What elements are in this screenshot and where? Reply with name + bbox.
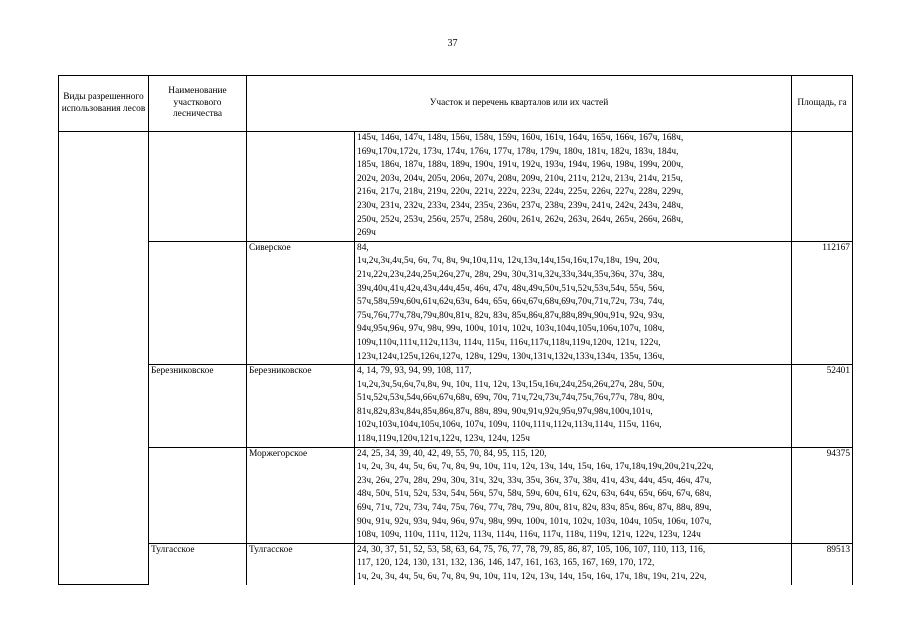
plot-line: 1ч,2ч,3ч,5ч,6ч,7ч,8ч, 9ч, 10ч, 11ч, 12ч, 13ч,15ч,16ч,24ч,25ч,26ч,27ч, 28ч, 50ч, (357, 379, 665, 390)
plot-line: 39ч,40ч,41ч,42ч,43ч,44ч,45ч, 46ч, 47ч, 48ч,49ч,50ч,51ч,52ч,53ч,54ч, 55ч, 56ч, (357, 283, 665, 294)
plot-line: 90ч, 91ч, 92ч, 93ч, 94ч, 96ч, 97ч, 98ч, 99ч, 100ч, 101ч, 102ч, 103ч, 104ч, 105ч, 106ч, 107ч, (357, 516, 712, 527)
plot-line: 118ч,119ч,120ч,121ч,122ч, 123ч, 124ч, 125ч (357, 434, 530, 445)
plot-line: 21ч,22ч,23ч,24ч,25ч,26ч,27ч, 28ч, 29ч, 30ч,31ч,32ч,33ч,34ч,35ч,36ч, 37ч, 38ч, (357, 269, 665, 280)
plot-line: 69ч, 71ч, 72ч, 73ч, 74ч, 75ч, 76ч, 77ч, 78ч, 79ч, 80ч, 81ч, 82ч, 83ч, 85ч, 86ч, 87ч, 88ч, 89ч, (357, 503, 712, 514)
plot-line: 57ч,58ч,59ч,60ч,61ч,62ч,63ч, 64ч, 65ч, 66ч,67ч,68ч,69ч,70ч,71ч,72ч, 73ч, 74ч, (357, 297, 665, 308)
plot-line: 108ч, 109ч, 110ч, 111ч, 112ч, 113ч, 114ч, 116ч, 117ч, 118ч, 119ч, 121ч, 122ч, 123ч, 124ч (357, 530, 701, 541)
table-row (59, 543, 853, 584)
area-cell: 89513 (792, 543, 853, 584)
table-row (59, 365, 853, 448)
header-use-type: Виды разрешенного использования лесов (59, 76, 149, 132)
table-row (59, 447, 853, 543)
plot-line: 185ч, 186ч, 187ч, 188ч, 189ч, 190ч, 191ч, 192ч, 193ч, 194ч, 196ч, 198ч, 199ч, 200ч, (357, 160, 684, 171)
plot-line: 1ч,2ч,3ч,4ч,5ч, 6ч, 7ч, 8ч, 9ч,10ч,11ч, 12ч,13ч,14ч,15ч,16ч,17ч,18ч, 19ч, 20ч, (357, 256, 660, 267)
district-cell (149, 241, 247, 364)
plot-line: 269ч (357, 228, 376, 239)
header-area: Площадь, га (792, 76, 853, 132)
area-cell: 112167 (792, 241, 853, 364)
plots-cell (355, 241, 792, 364)
plots-cell (355, 447, 792, 543)
plot-line: 24, 25, 34, 39, 40, 42, 49, 55, 70, 84, 95, 115, 120, (357, 448, 547, 459)
table-body (59, 132, 853, 585)
forest-use-table (58, 75, 853, 585)
plot-line: 84, (357, 242, 369, 253)
plot-line: 75ч,76ч,77ч,78ч,79ч,80ч,81ч, 82ч, 83ч, 85ч,86ч,87ч,88ч,89ч,90ч,91ч, 92ч, 93ч, (357, 310, 665, 321)
use-type-cell (59, 132, 149, 585)
plots-cell (355, 543, 792, 584)
plot-line: 230ч, 231ч, 232ч, 233ч, 234ч, 235ч, 236ч, 237ч, 238ч, 239ч, 241ч, 242ч, 243ч, 248ч, (357, 200, 684, 211)
plot-line: 145ч, 146ч, 147ч, 148ч, 156ч, 158ч, 159ч, 160ч, 161ч, 164ч, 165ч, 166ч, 167ч, 168ч, (357, 133, 684, 143)
plot-line: 109ч,110ч,111ч,112ч,113ч, 114ч, 115ч, 116ч,117ч,118ч,119ч,120ч, 121ч, 122ч, (357, 337, 661, 348)
header-forestry: Наименование участкового лесничества (149, 76, 247, 132)
plot-line: 51ч,52ч,53ч,54ч,66ч,67ч,68ч, 69ч, 70ч, 71ч,72ч,73ч,74ч,75ч,76ч,77ч, 78ч, 80ч, (357, 393, 665, 404)
district-cell (149, 447, 247, 543)
plot-line: 94ч,95ч,96ч, 97ч, 98ч, 99ч, 100ч, 101ч, 102ч, 103ч,104ч,105ч,106ч,107ч, 108ч, (357, 324, 665, 335)
table-row (59, 132, 853, 242)
area-cell: 52401 (792, 365, 853, 448)
forestry-cell: Моржегорское (247, 447, 355, 543)
plots-cell (355, 365, 792, 448)
table-row (59, 241, 853, 364)
district-cell: Березниковское (149, 365, 247, 448)
district-cell: Тулгасское (149, 543, 247, 584)
plot-line: 24, 30, 37, 51, 52, 53, 58, 63, 64, 75, 76, 77, 78, 79, 85, 86, 87, 105, 106, 107, 110, 113, 116, (357, 544, 706, 555)
plot-line: 4, 14, 79, 93, 94, 99, 108, 117, (357, 366, 472, 377)
district-cell (149, 132, 247, 242)
header-plots: Участок и перечень кварталов или их частей (247, 76, 792, 132)
forestry-cell (247, 132, 355, 242)
plot-line: 250ч, 252ч, 253ч, 256ч, 257ч, 258ч, 260ч, 261ч, 262ч, 263ч, 264ч, 265ч, 266ч, 268ч, (357, 214, 684, 225)
plot-line: 117, 120, 124, 130, 131, 132, 136, 146, 147, 161, 163, 165, 167, 169, 170, 172, (357, 558, 655, 569)
plot-line: 1ч, 2ч, 3ч, 4ч, 5ч, 6ч, 7ч, 8ч, 9ч, 10ч, 11ч, 12ч, 13ч, 14ч, 15ч, 16ч, 17ч, 18ч, 19ч, 21ч, 22ч, (357, 572, 707, 582)
plot-line: 102ч,103ч,104ч,105ч,106ч, 107ч, 109ч, 110ч,111ч,112ч,113ч,114ч, 115ч, 116ч, (357, 420, 662, 431)
table-header-row (59, 76, 853, 132)
plots-cell (355, 132, 792, 242)
plot-line: 48ч, 50ч, 51ч, 52ч, 53ч, 54ч, 56ч, 57ч, 58ч, 59ч, 60ч, 61ч, 62ч, 63ч, 64ч, 65ч, 66ч, 67ч, 68ч, (357, 489, 712, 500)
forestry-cell: Тулгасское (247, 543, 355, 584)
plot-line: 23ч, 26ч, 27ч, 28ч, 29ч, 30ч, 31ч, 32ч, 33ч, 35ч, 36ч, 37ч, 38ч, 41ч, 43ч, 44ч, 45ч, 46ч, 47ч, (357, 475, 712, 486)
plot-line: 123ч,124ч,125ч,126ч,127ч, 128ч, 129ч, 130ч,131ч,132ч,133ч,134ч, 135ч, 136ч, (357, 351, 665, 362)
plot-line: 1ч, 2ч, 3ч, 4ч, 5ч, 6ч, 7ч, 8ч, 9ч, 10ч, 11ч, 12ч, 13ч, 14ч, 15ч, 16ч, 17ч,18ч,19ч,20ч,21ч,22ч, (357, 462, 714, 473)
forestry-cell: Березниковское (247, 365, 355, 448)
area-cell: 94375 (792, 447, 853, 543)
area-cell (792, 132, 853, 242)
plot-line: 81ч,82ч,83ч,84ч,85ч,86ч,87ч, 88ч, 89ч, 90ч,91ч,92ч,95ч,97ч,98ч,100ч,101ч, (357, 406, 653, 417)
plot-line: 216ч, 217ч, 218ч, 219ч, 220ч, 221ч, 222ч, 223ч, 224ч, 225ч, 226ч, 227ч, 228ч, 229ч, (357, 187, 684, 198)
page-number: 37 (447, 38, 458, 49)
plot-line: 202ч, 203ч, 204ч, 205ч, 206ч, 207ч, 208ч, 209ч, 210ч, 211ч, 212ч, 213ч, 214ч, 215ч, (357, 173, 683, 184)
forestry-cell: Сиверское (247, 241, 355, 364)
plot-line: 169ч,170ч,172ч, 173ч, 174ч, 176ч, 177ч, 178ч, 179ч, 180ч, 181ч, 182ч, 183ч, 184ч, (357, 146, 679, 157)
